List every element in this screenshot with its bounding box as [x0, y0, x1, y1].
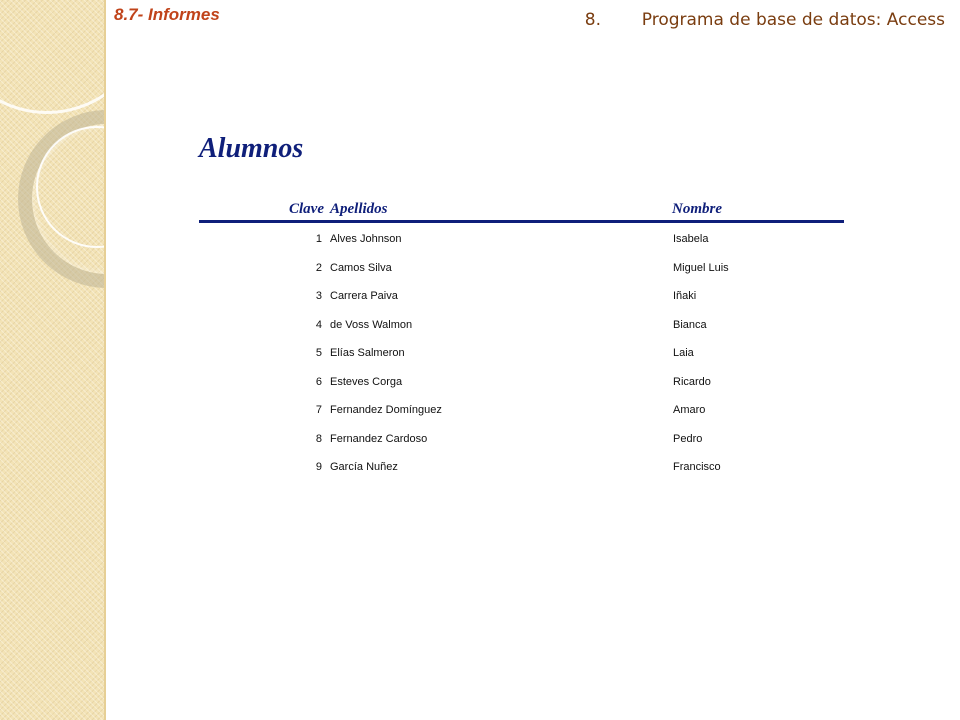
cell-nombre: Ricardo — [673, 375, 711, 388]
section-label: 8.7- Informes — [114, 5, 220, 24]
header-divider — [199, 220, 844, 223]
cell-nombre: Pedro — [673, 432, 703, 445]
table-row — [0, 229, 960, 258]
table-row — [0, 258, 960, 287]
slide-title — [585, 10, 945, 30]
table-row — [0, 429, 960, 458]
cell-apellidos: de Voss Walmon — [330, 318, 413, 331]
report-title: Alumnos — [199, 133, 304, 164]
table-row — [0, 400, 960, 429]
table-row — [0, 457, 960, 486]
cell-clave: 4 — [315, 318, 322, 331]
table-row — [0, 286, 960, 315]
cell-nombre: Laia — [673, 347, 694, 359]
cell-nombre: Bianca — [673, 318, 707, 331]
slide-title-number: 8. — [584, 10, 601, 30]
cell-nombre: Francisco — [673, 461, 721, 473]
cell-clave: 9 — [315, 461, 322, 473]
column-header-apellidos: Apellidos — [330, 201, 388, 217]
cell-clave: 8 — [315, 432, 322, 445]
cell-clave: 2 — [315, 261, 322, 274]
cell-nombre: Miguel Luis — [673, 261, 729, 274]
cell-apellidos: Esteves Corga — [330, 375, 403, 388]
table-row — [0, 315, 960, 344]
cell-clave: 6 — [315, 375, 322, 388]
cell-apellidos: Elías Salmeron — [330, 347, 405, 359]
cell-apellidos: Camos Silva — [330, 261, 392, 274]
cell-apellidos: Fernandez Cardoso — [330, 432, 428, 445]
cell-apellidos: Carrera Paiva — [330, 290, 398, 302]
table-row — [0, 372, 960, 401]
cell-clave: 7 — [315, 404, 322, 416]
cell-clave: 5 — [315, 347, 322, 359]
cell-nombre: Isabela — [673, 233, 709, 245]
decorative-ring-large — [0, 0, 106, 114]
cell-nombre: Amaro — [673, 404, 706, 416]
table-row — [0, 343, 960, 372]
report-table-body — [0, 229, 960, 486]
column-header-clave: Clave — [289, 201, 324, 217]
slide-title-text: Programa de base de datos: Access — [641, 10, 945, 30]
cell-clave: 3 — [315, 290, 322, 302]
cell-apellidos: Fernandez Domínguez — [330, 404, 442, 416]
cell-apellidos: Alves Johnson — [330, 233, 402, 245]
cell-nombre: Iñaki — [673, 290, 697, 302]
cell-apellidos: García Nuñez — [330, 461, 398, 473]
cell-clave: 1 — [315, 233, 322, 245]
column-header-nombre: Nombre — [672, 201, 722, 217]
